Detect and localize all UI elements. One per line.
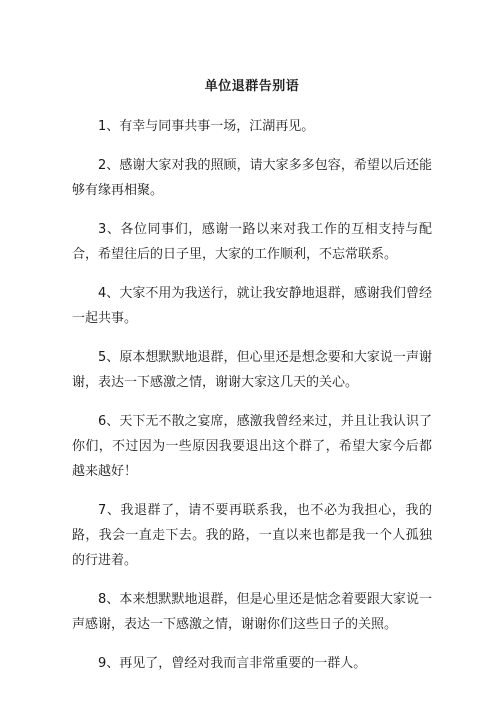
paragraph-8: 8、本来想默默地退群，但是心里还是惦念着要跟大家说一声感谢，表达一下感激之情，谢谢你们这些日子的关照。 [72, 592, 432, 632]
paragraph-5: 5、原本想默默地退群，但心里还是想念要和大家说一声谢谢，表达一下感激之情，谢谢大家这几天的关心。 [72, 350, 432, 390]
document-page [72, 78, 432, 690]
paragraph-7: 7、我退群了，请不要再联系我，也不必为我担心，我的路，我会一直走下去。我的路，一直以来也都是我一个人孤独的行进着。 [72, 503, 432, 568]
document-title: 单位退群告别语 [204, 79, 300, 94]
paragraph-3: 3、各位同事们，感谢一路以来对我工作的互相支持与配合，希望往后的日子里，大家的工作顺利，不忘常联系。 [72, 222, 432, 262]
paragraph-6: 6、天下无不散之宴席，感激我曾经来过，并且让我认识了你们，不过因为一些原因我要退出这个群了，希望大家今后都越来越好！ [72, 414, 432, 479]
paragraph-1: 1、有幸与同事共事一场，江湖再见。 [98, 119, 315, 134]
paragraph-4: 4、大家不用为我送行，就让我安静地退群，感谢我们曾经一起共事。 [72, 286, 432, 326]
paragraph-9: 9、再见了，曾经对我而言非常重要的一群人。 [98, 656, 367, 671]
paragraph-2: 2、感谢大家对我的照顾，请大家多多包容，希望以后还能够有缘再相聚。 [72, 158, 432, 198]
